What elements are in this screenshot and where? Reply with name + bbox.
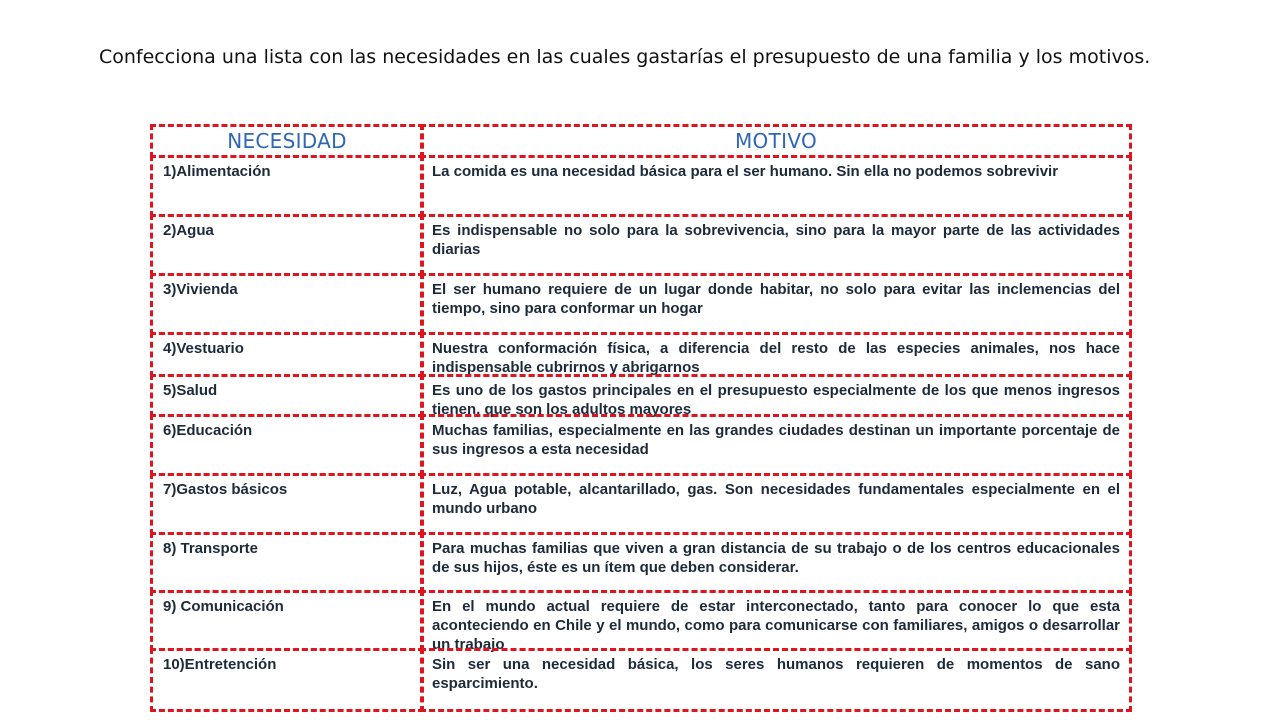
motive-cell <box>420 332 1132 377</box>
needs-table <box>150 124 1132 714</box>
need-cell <box>150 332 424 377</box>
table-row <box>150 155 1132 217</box>
motive-cell <box>420 532 1132 593</box>
motive-text: La comida es una necesidad básica para el ser humano. Sin ella no podemos sobrevivir <box>432 163 1059 180</box>
motive-cell <box>420 414 1132 476</box>
motive-text: Luz, Agua potable, alcantarillado, gas. Son necesidades fundamentales especialmente en el mundo urbano <box>432 481 1120 517</box>
need-label: 3)Vivienda <box>163 281 238 298</box>
table-row <box>150 473 1132 535</box>
need-cell <box>150 648 424 712</box>
need-label: 7)Gastos básicos <box>163 481 288 498</box>
table-row <box>150 374 1132 417</box>
need-cell <box>150 414 424 476</box>
need-label: 2)Agua <box>163 222 214 239</box>
need-cell <box>150 214 424 276</box>
motive-text: Es uno de los gastos principales en el presupuesto especialmente de los que menos ingresos tienen, que son los adultos mayores <box>432 382 1120 418</box>
table-row <box>150 332 1132 377</box>
instruction-text: Confecciona una lista con las necesidades en las cuales gastarías el presupuesto de una familia y los motivos. <box>99 46 1151 68</box>
motive-cell <box>420 214 1132 276</box>
table-row <box>150 273 1132 335</box>
header-motive: MOTIVO <box>420 124 1132 158</box>
motive-text: En el mundo actual requiere de estar interconectado, tanto para conocer lo que esta aconteciendo en Chile y el mundo, como para comunicarse con familiares, amigos o desarrollar un trabajo <box>432 598 1120 653</box>
motive-cell <box>420 155 1132 217</box>
need-cell <box>150 532 424 593</box>
header-need: NECESIDAD <box>150 124 424 158</box>
motive-cell <box>420 590 1132 651</box>
motive-text: Nuestra conformación física, a diferencia del resto de las especies animales, nos hace indispensable cubrirnos y abrigarnos <box>432 340 1120 376</box>
table-row <box>150 590 1132 651</box>
table-header-row <box>150 124 1132 158</box>
table-row <box>150 214 1132 276</box>
motive-cell <box>420 648 1132 712</box>
need-label: 6)Educación <box>163 422 253 439</box>
motive-cell <box>420 473 1132 535</box>
motive-cell <box>420 273 1132 335</box>
need-cell <box>150 273 424 335</box>
motive-text: El ser humano requiere de un lugar donde habitar, no solo para evitar las inclemencias del tiempo, sino para conformar un hogar <box>432 281 1120 317</box>
table-row <box>150 414 1132 476</box>
need-cell <box>150 473 424 535</box>
table-row <box>150 532 1132 593</box>
need-label: 4)Vestuario <box>163 340 244 357</box>
need-label: 5)Salud <box>163 382 218 399</box>
need-cell <box>150 590 424 651</box>
need-cell <box>150 374 424 417</box>
motive-cell <box>420 374 1132 417</box>
table-row <box>150 648 1132 712</box>
need-label: 1)Alimentación <box>163 163 271 180</box>
need-label: 8) Transporte <box>163 540 259 557</box>
motive-text: Sin ser una necesidad básica, los seres humanos requieren de momentos de sano esparcimiento. <box>432 656 1120 692</box>
need-label: 9) Comunicación <box>163 598 284 615</box>
motive-text: Para muchas familias que viven a gran distancia de su trabajo o de los centros educacionales de sus hijos, éste es un ítem que deben considerar. <box>432 540 1120 576</box>
need-label: 10)Entretención <box>163 656 277 673</box>
motive-text: Muchas familias, especialmente en las grandes ciudades destinan un importante porcentaje de sus ingresos a esta necesidad <box>432 422 1120 458</box>
motive-text: Es indispensable no solo para la sobrevivencia, sino para la mayor parte de las actividades diarias <box>432 222 1120 258</box>
need-cell <box>150 155 424 217</box>
